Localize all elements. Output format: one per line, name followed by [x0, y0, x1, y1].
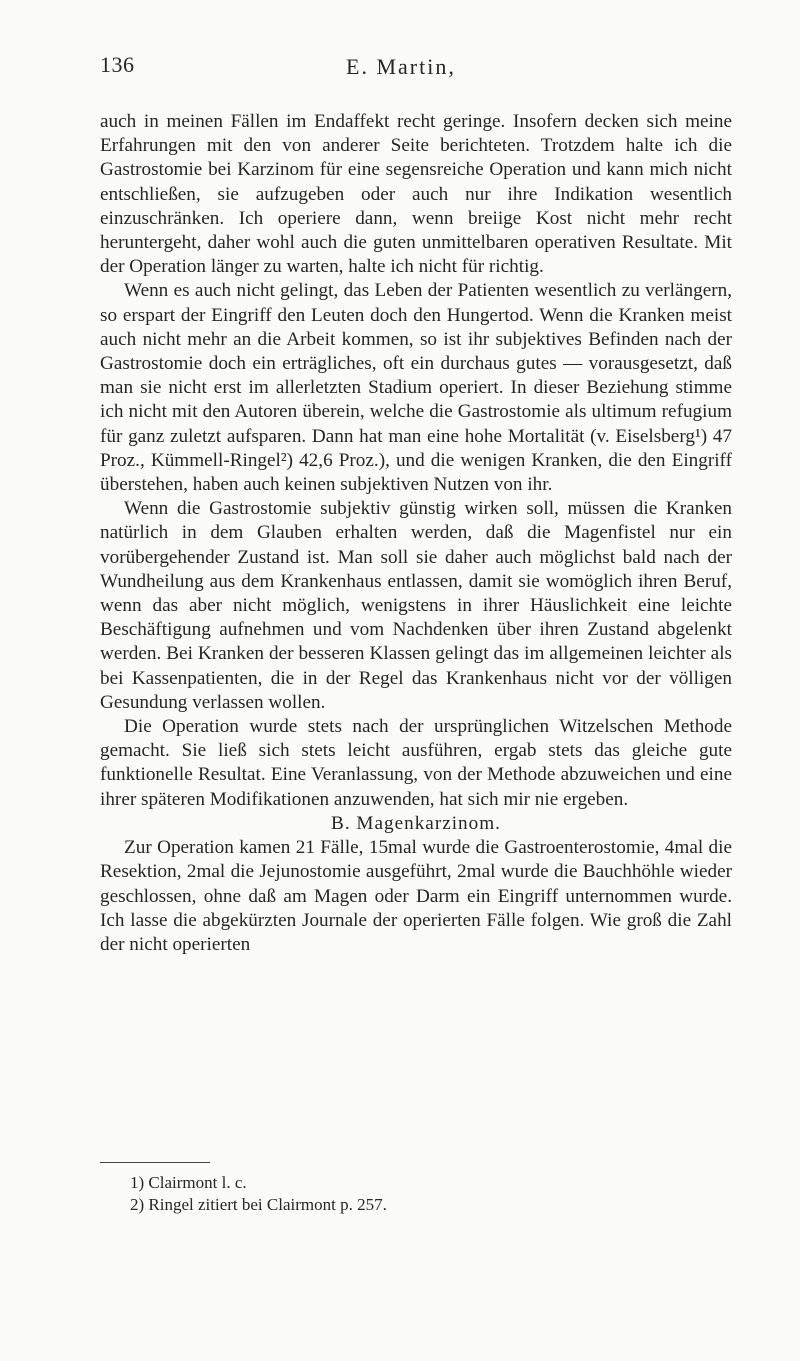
- body-text: [100, 110, 732, 957]
- paragraph-2: Wenn es auch nicht gelingt, das Leben der Patienten wesentlich zu verlängern, so erspart der Eingriff den Leuten doch den Hungertod. Wenn die Kranken meist auch nicht mehr an die Arbeit kommen, so ist ihr subjektives Befinden nach der Gastrostomie doch ein erträgliches, oft ein durchaus gutes — vorausgesetzt, daß man sie nicht erst im allerletzten Stadium operiert. In dieser Beziehung stimme ich nicht mit den Autoren überein, welche die Gastrostomie als ultimum refugium für ganz zuletzt aufsparen. Dann hat man eine hohe Mortalität (v. Eiselsberg¹) 47 Proz., Kümmell-Ringel²) 42,6 Proz.), und die wenigen Kranken, die den Eingriff überstehen, haben auch keinen subjektiven Nutzen von ihr.: [100, 280, 732, 496]
- footnotes: [130, 1172, 387, 1216]
- footnote-2: 2) Ringel zitiert bei Clairmont p. 257.: [130, 1195, 387, 1214]
- paragraph-5: Zur Operation kamen 21 Fälle, 15mal wurde die Gastroenterostomie, 4mal die Resektion, 2mal die Jejunostomie ausgeführt, 2mal wurde die Bauchhöhle wieder geschlossen, ohne daß am Magen oder Darm ein Eingriff unternommen wurde. Ich lasse die abgekürzten Journale der operierten Fälle folgen. Wie groß die Zahl der nicht operierten: [100, 837, 732, 955]
- page-number: 136: [100, 52, 135, 77]
- paragraph-4: Die Operation wurde stets nach der ursprünglichen Witzelschen Methode gemacht. Sie ließ sich stets leicht ausführen, ergab stets das gleiche gute funktionelle Resultat. Eine Veranlassung, von der Methode abzuweichen und eine ihrer späteren Modifikationen anzuwenden, hat sich mir nie ergeben.: [100, 716, 732, 810]
- footnote-divider: [100, 1162, 210, 1163]
- running-head: E. Martin,: [346, 54, 456, 79]
- paragraph-3: Wenn die Gastrostomie subjektiv günstig wirken soll, müssen die Kranken natürlich in dem Glauben erhalten werden, daß die Magenfistel nur ein vorübergehender Zustand ist. Man soll sie daher auch möglichst bald nach der Wundheilung aus dem Krankenhaus entlassen, damit sie womöglich ihren Beruf, wenn das aber nicht möglich, wenigstens in ihrer Häuslichkeit eine leichte Beschäftigung aufnehmen und vom Nachdenken über ihren Zustand abgelenkt werden. Bei Kranken der besseren Klassen gelingt das im allgemeinen leichter als bei Kassenpatienten, die in der Regel das Krankenhaus nicht vor der völligen Gesundung verlassen wollen.: [100, 498, 732, 713]
- paragraph-1: auch in meinen Fällen im Endaffekt recht geringe. Insofern decken sich meine Erfahrungen mit den von anderer Seite berichteten. Trotzdem halte ich die Gastrostomie bei Karzinom für eine segensreiche Operation und kann mich nicht entschließen, sie aufzugeben oder auch nur ihre Indikation wesentlich einzuschränken. Ich operiere dann, wenn breiige Kost nicht mehr recht heruntergeht, daher wohl auch die guten unmittelbaren operativen Resultate. Mit der Operation länger zu warten, halte ich nicht für richtig.: [100, 111, 732, 278]
- section-heading: B. Magenkarzinom.: [331, 812, 501, 834]
- footnote-1: 1) Clairmont l. c.: [130, 1173, 247, 1192]
